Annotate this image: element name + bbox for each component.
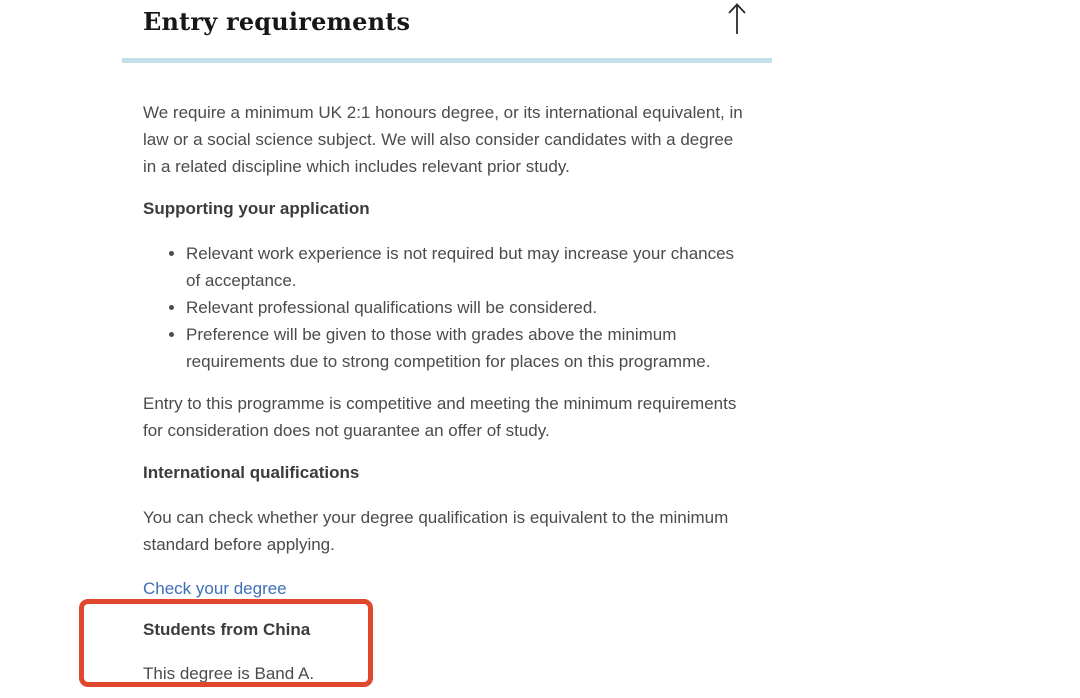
international-text-paragraph: You can check whether your degree qualification is equivalent to the minimum standard before applying.	[143, 508, 729, 554]
list-item: • Relevant professional qualifications will be considered.	[186, 294, 748, 321]
list-item: • Preference will be given to those with grades above the minimum requirements due to strong competition for places on this programme.	[186, 321, 748, 375]
list-item: • Relevant work experience is not required but may increase your chances of acceptance.	[186, 240, 748, 294]
supporting-application-heading: Supporting your application	[143, 199, 370, 218]
international-qualifications-heading: International qualifications	[143, 463, 360, 482]
intro-paragraph: We require a minimum UK 2:1 honours degree, or its international equivalent, in law or a social science subject. We will also consider candidates with a degree in a related discipline which includes relevant prior study.	[143, 103, 743, 176]
check-your-degree-link[interactable]: Check your degree	[143, 579, 287, 598]
section-divider	[122, 58, 772, 63]
supporting-bullet-list	[143, 240, 748, 375]
section-title: Entry requirements	[143, 7, 411, 36]
entry-requirements-section	[143, 0, 748, 687]
students-from-china-heading: Students from China	[143, 620, 311, 639]
competitive-note-paragraph: Entry to this programme is competitive and meeting the minimum requirements for consideration does not guarantee an offer of study.	[143, 394, 737, 440]
band-a-paragraph: This degree is Band A.	[143, 664, 315, 683]
